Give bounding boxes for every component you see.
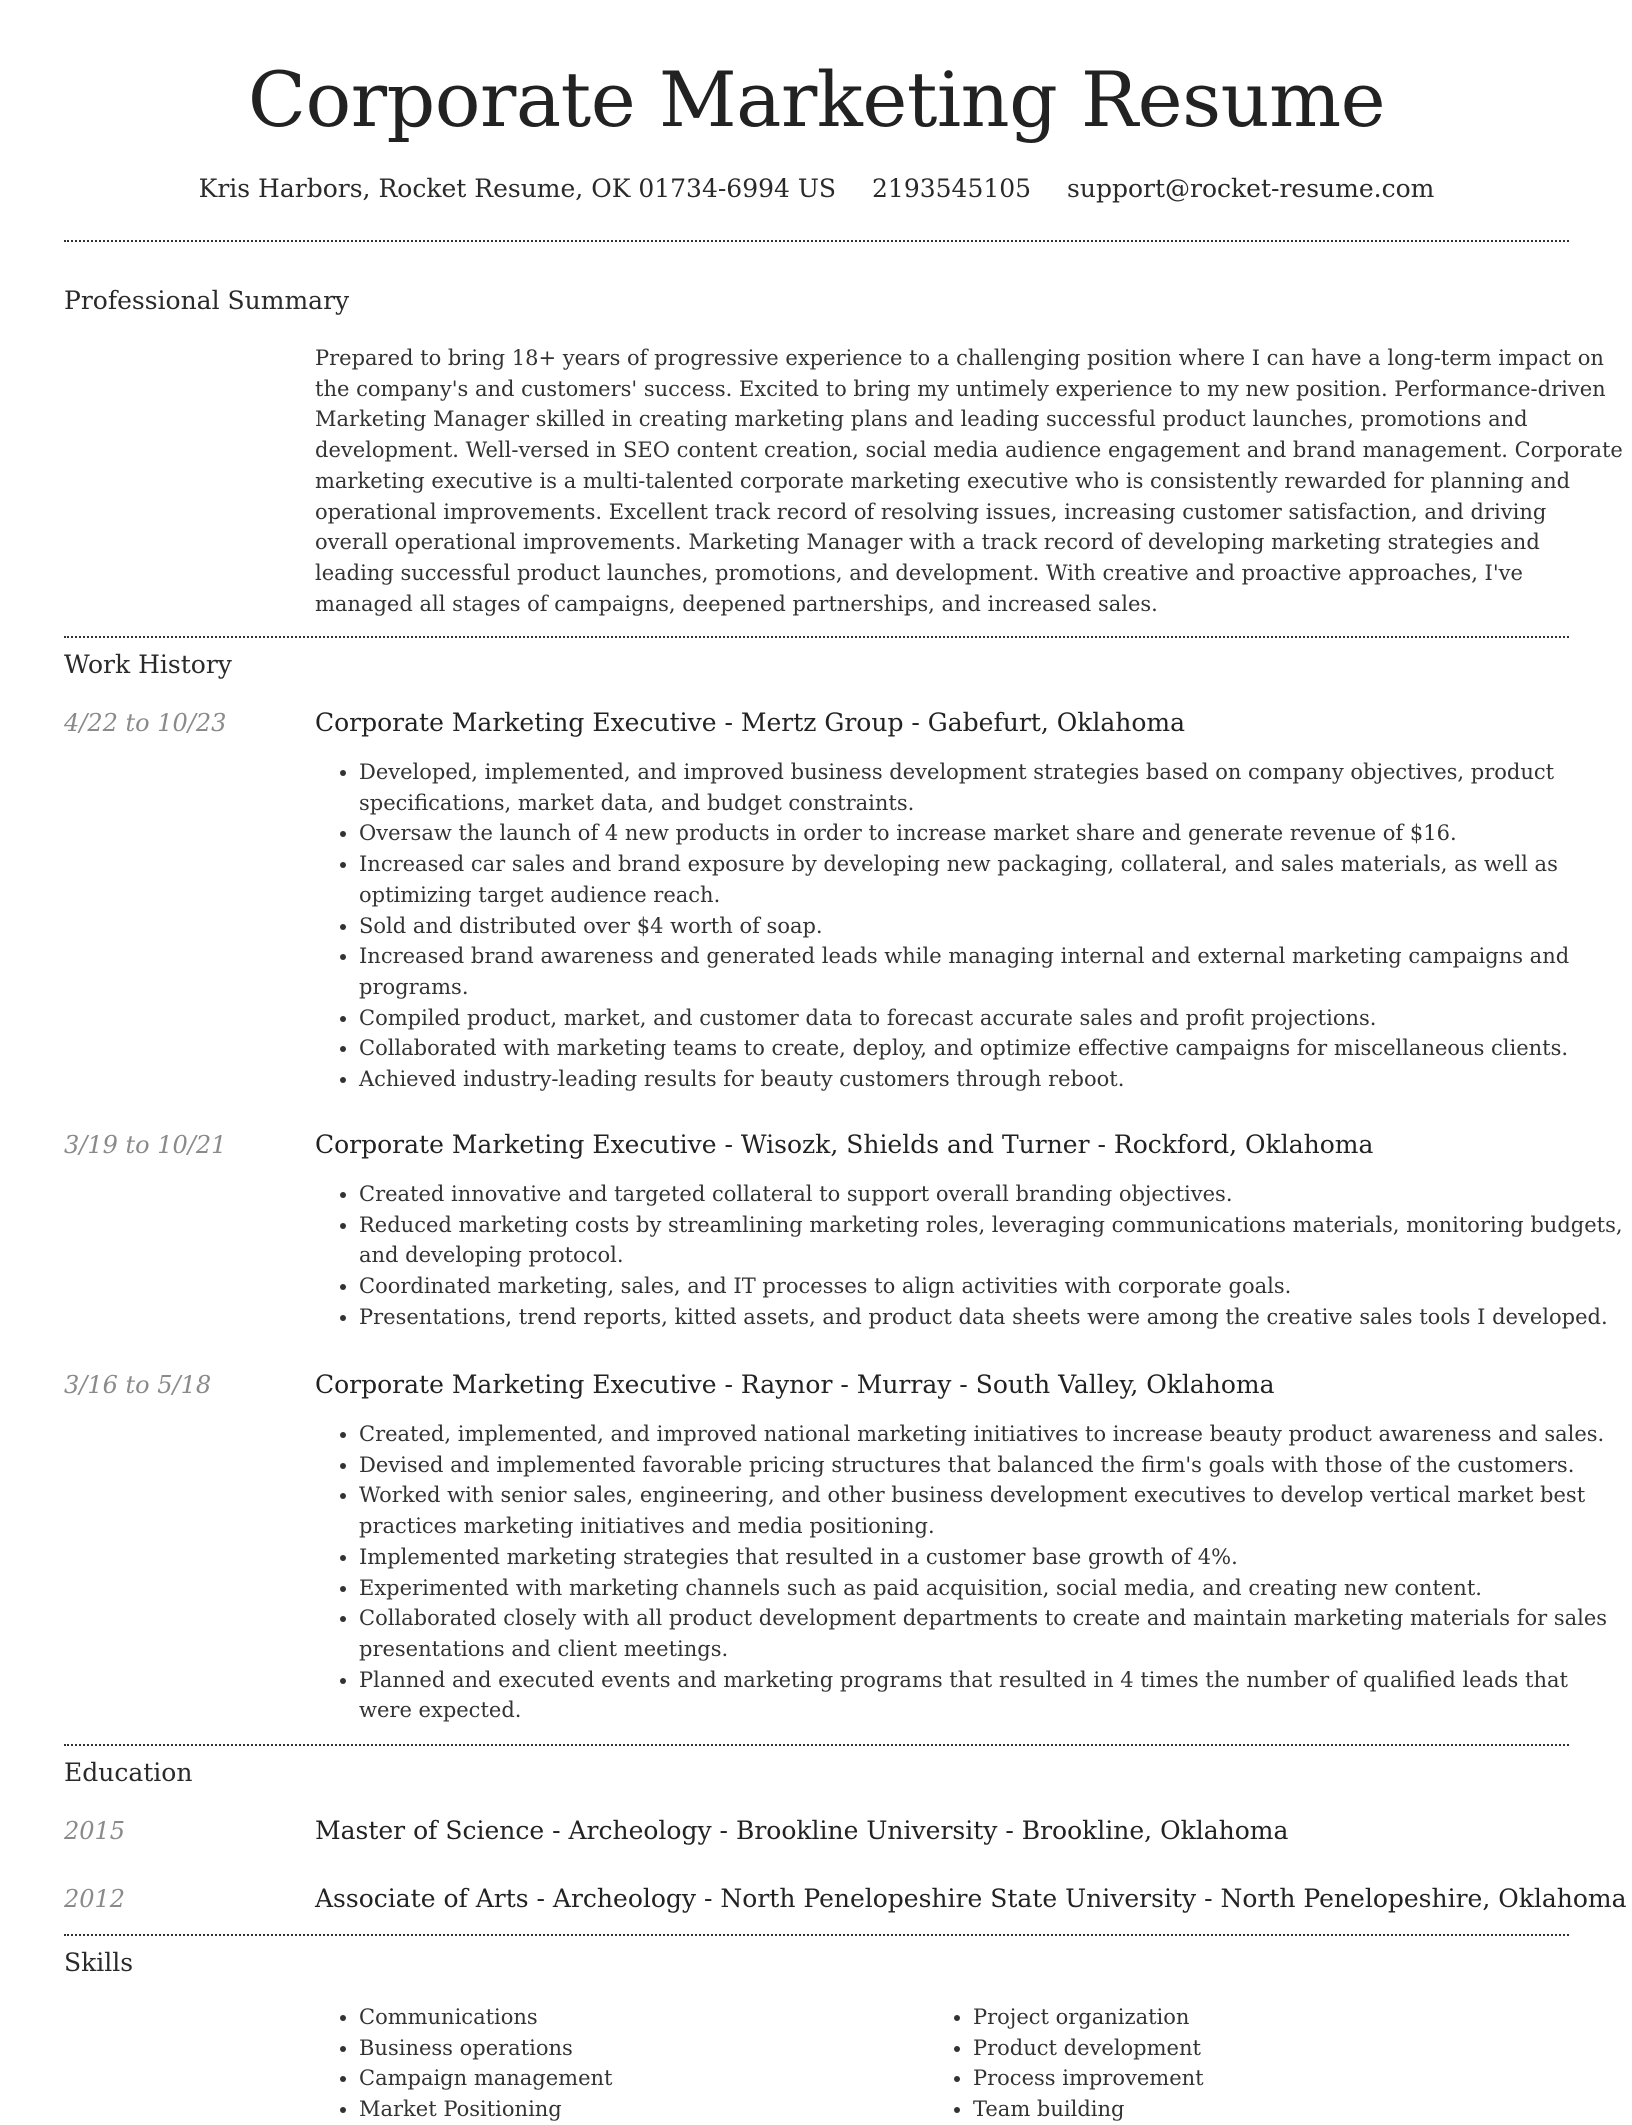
education-year: 2012 [64,1885,126,1913]
summary-heading: Professional Summary [64,286,350,315]
skill-item: • Product development [973,2033,1489,2064]
section-divider [64,1744,1569,1746]
job-bullet: • Created innovative and targeted collateral to support overall branding objectives. [359,1179,1625,1210]
skills-list-right [929,2002,1489,2125]
skill-item: • Campaign management [359,2063,875,2094]
job-bullet: • Reduced marketing costs by streamlining marketing roles, leveraging communications materials, monitoring budgets, and developing protocol. [359,1210,1625,1271]
contact-address: Kris Harbors, Rocket Resume, OK 01734-6994 US [198,174,837,203]
work-history-heading: Work History [64,650,232,679]
job-dates: 3/19 to 10/21 [64,1131,227,1159]
job-bullets [315,1179,1625,1333]
job-bullet: • Achieved industry-leading results for beauty customers through reboot. [359,1064,1625,1095]
job-title: Corporate Marketing Executive - Raynor - Murray - South Valley, Oklahoma [315,1370,1275,1399]
job-bullet: • Planned and executed events and marketing programs that resulted in 4 times the number of qualified leads that were expected. [359,1665,1625,1726]
job-bullet: • Oversaw the launch of 4 new products in order to increase market share and generate revenue of $16. [359,818,1625,849]
job-bullet: • Devised and implemented favorable pricing structures that balanced the firm's goals with those of the customers. [359,1450,1625,1481]
job-bullets [315,757,1625,1095]
job-dates: 3/16 to 5/18 [64,1371,212,1399]
section-divider [64,1934,1569,1936]
contact-email: support@rocket-resume.com [1067,174,1435,203]
job-title: Corporate Marketing Executive - Wisozk, Shields and Turner - Rockford, Oklahoma [315,1130,1374,1159]
job-bullet: • Sold and distributed over $4 worth of soap. [359,911,1625,942]
job-dates: 4/22 to 10/23 [64,709,227,737]
education-degree: Master of Science - Archeology - Brookline University - Brookline, Oklahoma [315,1816,1289,1845]
skills-list-left [315,2002,875,2125]
skill-item: • Business operations [359,2033,875,2064]
education-degree: Associate of Arts - Archeology - North Penelopeshire State University - North Penelopeshire, Oklahoma [315,1884,1627,1913]
skills-heading: Skills [64,1948,134,1977]
job-bullets [315,1419,1625,1726]
job-bullet: • Collaborated closely with all product development departments to create and maintain marketing materials for sales presentations and client meetings. [359,1603,1625,1664]
skill-item: • Team building [973,2094,1489,2125]
education-heading: Education [64,1758,193,1787]
section-divider [64,240,1569,242]
job-bullet: • Created, implemented, and improved national marketing initiatives to increase beauty product awareness and sales. [359,1419,1625,1450]
skill-item: • Project organization [973,2002,1489,2033]
contact-phone: 2193545105 [872,174,1032,203]
education-year: 2015 [64,1817,126,1845]
job-bullet: • Worked with senior sales, engineering, and other business development executives to develop vertical market best practices marketing initiatives and media positioning. [359,1480,1625,1541]
job-bullet: • Coordinated marketing, sales, and IT processes to align activities with corporate goals. [359,1271,1625,1302]
job-bullet: • Experimented with marketing channels such as paid acquisition, social media, and creating new content. [359,1573,1625,1604]
job-bullet: • Developed, implemented, and improved business development strategies based on company objectives, product specifications, market data, and budget constraints. [359,757,1625,818]
resume-title: Corporate Marketing Resume [247,55,1386,144]
section-divider [64,636,1569,638]
contact-line [64,172,1569,206]
job-title: Corporate Marketing Executive - Mertz Group - Gabefurt, Oklahoma [315,708,1186,737]
skill-item: • Market Positioning [359,2094,875,2125]
job-bullet: • Compiled product, market, and customer data to forecast accurate sales and profit projections. [359,1003,1625,1034]
job-bullet: • Increased car sales and brand exposure by developing new packaging, collateral, and sales materials, as well as optimizing target audience reach. [359,849,1625,910]
job-bullet: • Increased brand awareness and generated leads while managing internal and external marketing campaigns and programs. [359,941,1625,1002]
summary-text: Prepared to bring 18+ years of progressive experience to a challenging position where I can have a long-term impact on the company's and customers' success. Excited to bring my untimely experience to my new position. Performance-driven Marketing Manager skilled in creating marketing plans and leading successful product launches, promotions and development. Well-versed in SEO content creation, social media audience engagement and brand management. Corporate marketing executive is a multi-talented corporate marketing executive who is consistently rewarded for planning and operational improvements. Excellent track record of resolving issues, increasing customer satisfaction, and driving overall operational improvements. Marketing Manager with a track record of developing marketing strategies and leading successful product launches, promotions, and development. With creative and proactive approaches, I've managed all stages of campaigns, deepened partnerships, and increased sales. [315,346,1623,616]
job-bullet: • Presentations, trend reports, kitted assets, and product data sheets were among the creative sales tools I developed. [359,1302,1625,1333]
skill-item: • Process improvement [973,2063,1489,2094]
skill-item: • Communications [359,2002,875,2033]
job-bullet: • Implemented marketing strategies that resulted in a customer base growth of 4%. [359,1542,1625,1573]
job-bullet: • Collaborated with marketing teams to create, deploy, and optimize effective campaigns for miscellaneous clients. [359,1033,1625,1064]
